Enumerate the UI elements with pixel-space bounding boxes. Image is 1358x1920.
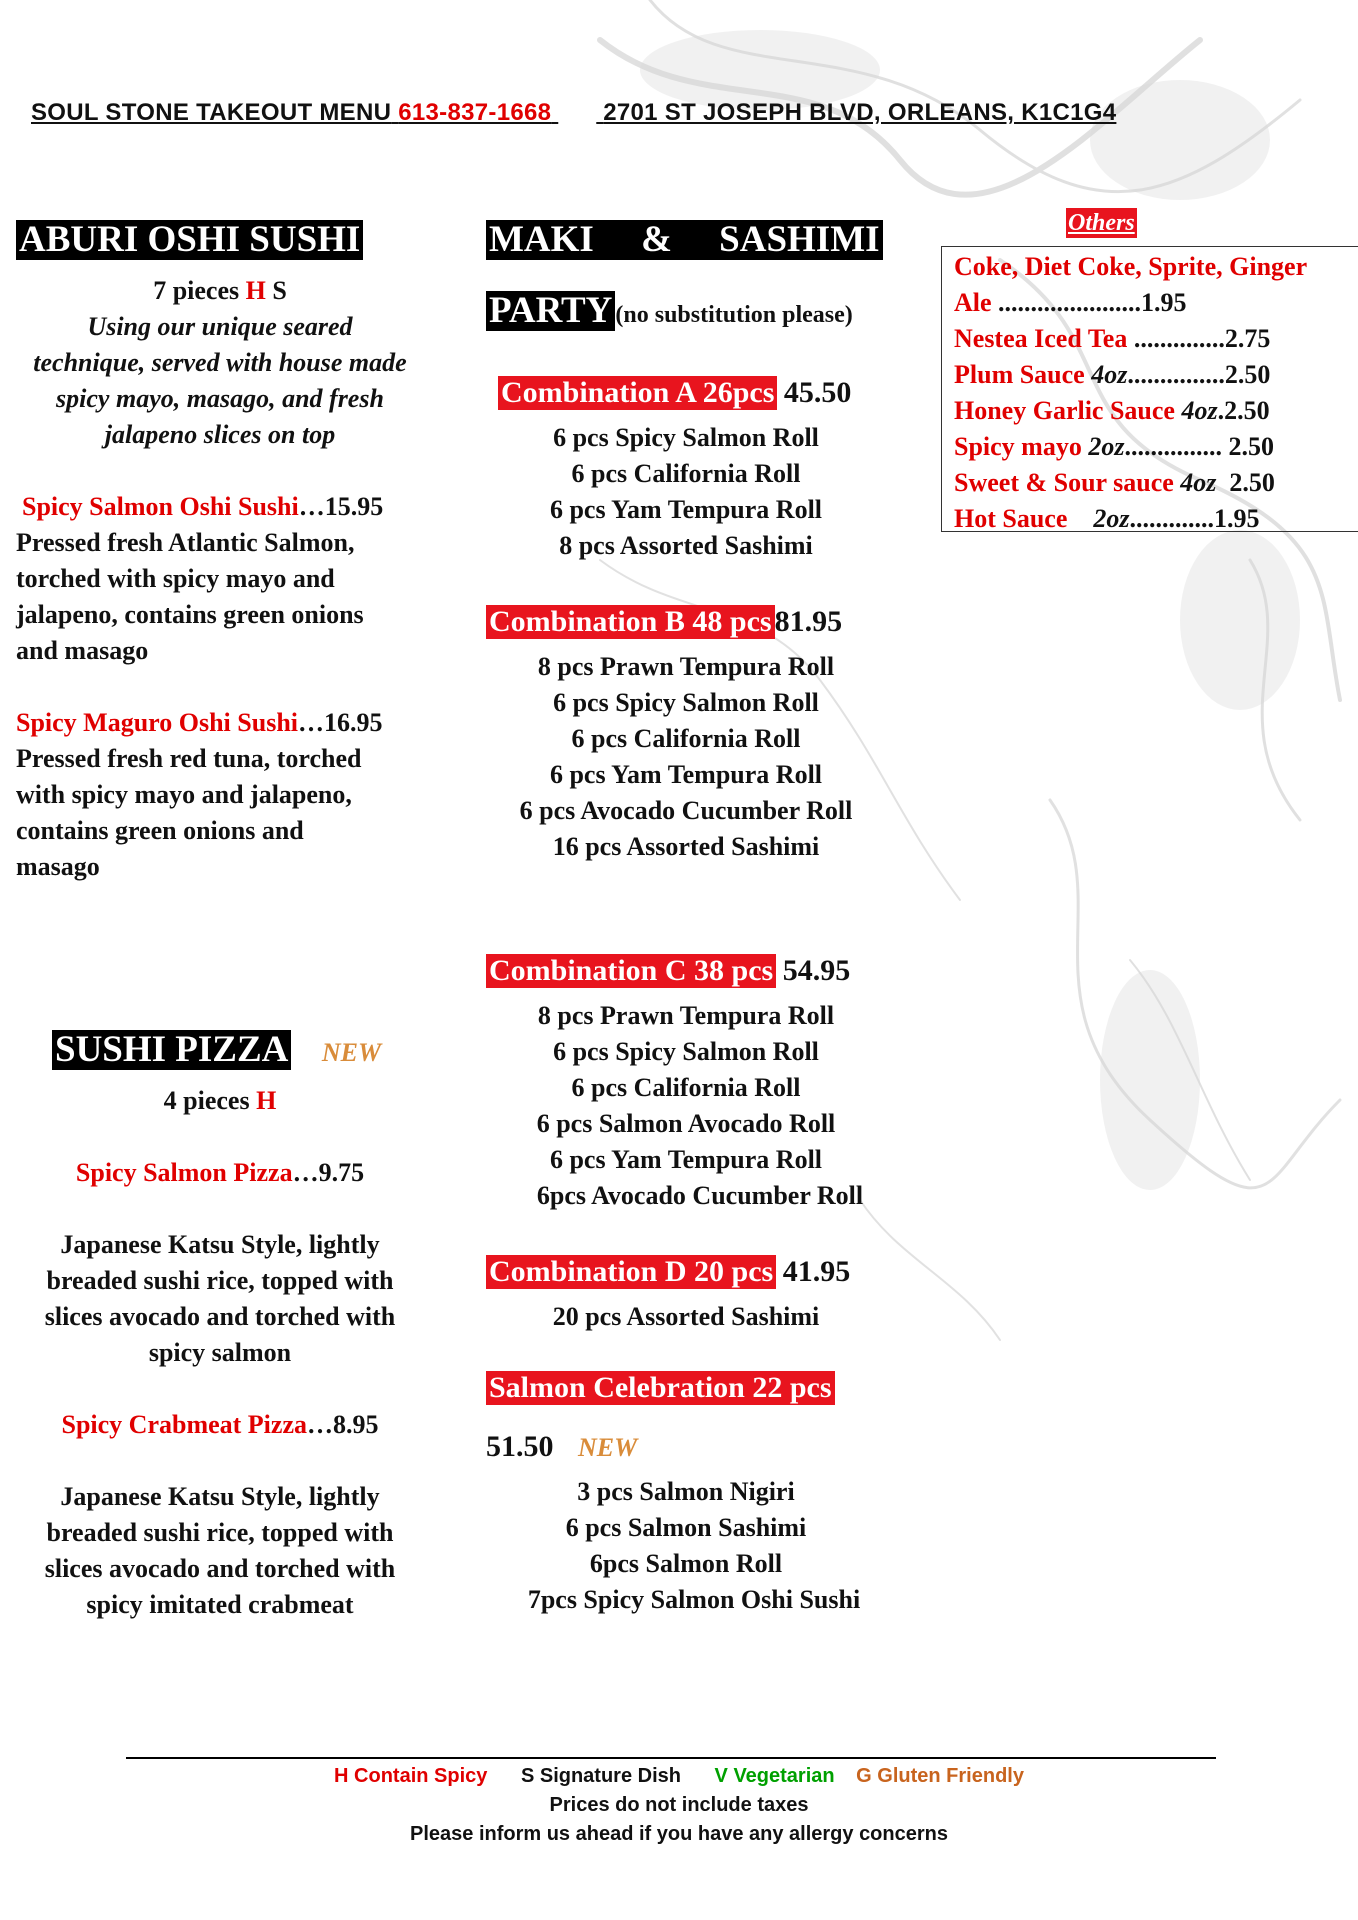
salmon-celebration[interactable] [486,1371,886,1618]
party-note: (no substitution please) [615,302,853,328]
restaurant-title: SOUL STONE TAKEOUT MENU [31,99,392,126]
combo-items: 3 pcs Salmon Nigiri 6 pcs Salmon Sashimi 6pcs Salmon Roll 7pcs Spicy Salmon Oshi Sushi [527,1477,861,1614]
footer [0,1762,1358,1849]
party-heading-line2: PARTY [486,291,615,331]
pizza-tag-h: H [256,1086,277,1115]
combo-c[interactable] [486,953,886,1214]
address: 2701 ST JOSEPH BLVD, ORLEANS, K1C1G4 [603,99,1117,126]
new-badge: NEW [321,1038,382,1067]
combo-name: Combination A 26pcs [498,376,777,410]
combo-d[interactable] [486,1254,886,1335]
party-section [486,220,886,1618]
combo-items: 8 pcs Prawn Tempura Roll 6 pcs Spicy Salmon Roll 6 pcs California Roll 6 pcs Yam Tempura Roll 6 pcs Avocado Cucumber Roll 16 pcs Assorted Sashimi [519,652,853,861]
combo-name: Combination B 48 pcs [486,605,775,639]
others-list [941,246,1358,532]
item-description: Japanese Katsu Style, lightly breaded sushi rice, topped with slices avocado and torched with spicy salmon [44,1230,396,1367]
aburi-tag-s: S [272,276,287,305]
menu-item[interactable] [16,1155,424,1371]
others-line[interactable]: Ale ......................1.95 [954,288,1187,317]
aburi-heading: ABURI OSHI SUSHI [16,220,363,260]
aburi-tag-h: H [245,276,266,305]
others-line[interactable]: Hot Sauce 2oz.............1.95 [954,504,1260,533]
combo-items: 20 pcs Assorted Sashimi [552,1302,820,1331]
combo-name: Combination D 20 pcs [486,1255,776,1289]
item-name: Spicy Maguro Oshi Sushi [16,708,299,737]
combo-price: 41.95 [782,1255,851,1288]
pizza-section [16,1030,424,1623]
menu-item[interactable] [16,489,424,669]
legend-row [0,1762,1358,1791]
combo-price: 81.95 [774,605,843,638]
item-description: Japanese Katsu Style, lightly breaded sushi rice, topped with slices avocado and torched with spicy imitated crabmeat [44,1482,396,1619]
combo-items: 8 pcs Prawn Tempura Roll 6 pcs Spicy Salmon Roll 6 pcs California Roll 6 pcs Salmon Avocado Roll 6 pcs Yam Tempura Roll 6pcs Avocado Cucumber Roll [536,1001,864,1210]
item-price: …8.95 [307,1410,379,1439]
menu-header [31,99,1291,127]
footer-divider [126,1757,1216,1759]
party-heading-line1: MAKI & SASHIMI [486,220,883,260]
combo-price: 45.50 [783,376,852,409]
legend-signature: S Signature Dish [520,1765,681,1787]
combo-name: Combination C 38 pcs [486,954,776,988]
combo-price: 54.95 [782,954,851,987]
combo-items: 6 pcs Spicy Salmon Roll 6 pcs California Roll 6 pcs Yam Tempura Roll 8 pcs Assorted Sashimi [549,423,823,560]
combo-price: 51.50 [486,1430,554,1463]
others-line[interactable]: Honey Garlic Sauce 4oz.2.50 [954,396,1270,425]
others-line[interactable]: Sweet & Sour sauce 4oz 2.50 [954,468,1275,497]
menu-item[interactable] [16,705,424,885]
legend-spicy: H Contain Spicy [334,1765,488,1787]
others-line[interactable]: Plum Sauce 4oz...............2.50 [954,360,1271,389]
legend-vegetarian: V Vegetarian [714,1765,835,1787]
new-badge: NEW [578,1433,638,1462]
item-description: Pressed fresh Atlantic Salmon, torched with spicy mayo and jalapeno, contains green onions and masago [16,528,364,665]
taxes-note: Prices do not include taxes [549,1794,809,1816]
others-line[interactable]: Spicy mayo 2oz............... 2.50 [954,432,1274,461]
others-line[interactable]: Coke, Diet Coke, Sprite, Ginger [954,252,1308,281]
phone-number[interactable]: 613-837-1668 [398,99,552,126]
pizza-pieces: 4 pieces [163,1086,250,1115]
combo-name: Salmon Celebration 22 pcs [486,1371,835,1405]
combo-b[interactable] [486,604,886,865]
item-price: …9.75 [292,1158,365,1187]
aburi-description: Using our unique seared technique, served with house made spicy mayo, masago, and fresh jalapeno slices on top [33,312,407,449]
combo-a[interactable] [486,375,886,564]
aburi-section [16,220,424,885]
item-price: …15.95 [298,492,384,521]
item-description: Pressed fresh red tuna, torched with spicy mayo and jalapeno, contains green onions and masago [16,744,362,881]
item-name: Spicy Crabmeat Pizza [61,1410,307,1439]
allergy-note: Please inform us ahead if you have any allergy concerns [410,1823,948,1845]
item-price: …16.95 [298,708,383,737]
aburi-pieces: 7 pieces [153,276,240,305]
legend-gluten: G Gluten Friendly [856,1765,1024,1787]
item-name: Spicy Salmon Pizza [75,1158,293,1187]
menu-item[interactable] [16,1407,424,1623]
others-line[interactable]: Nestea Iced Tea ..............2.75 [954,324,1271,353]
item-name: Spicy Salmon Oshi Sushi [22,492,299,521]
pizza-heading: SUSHI PIZZA [52,1030,291,1070]
others-title: Others [1068,210,1135,236]
